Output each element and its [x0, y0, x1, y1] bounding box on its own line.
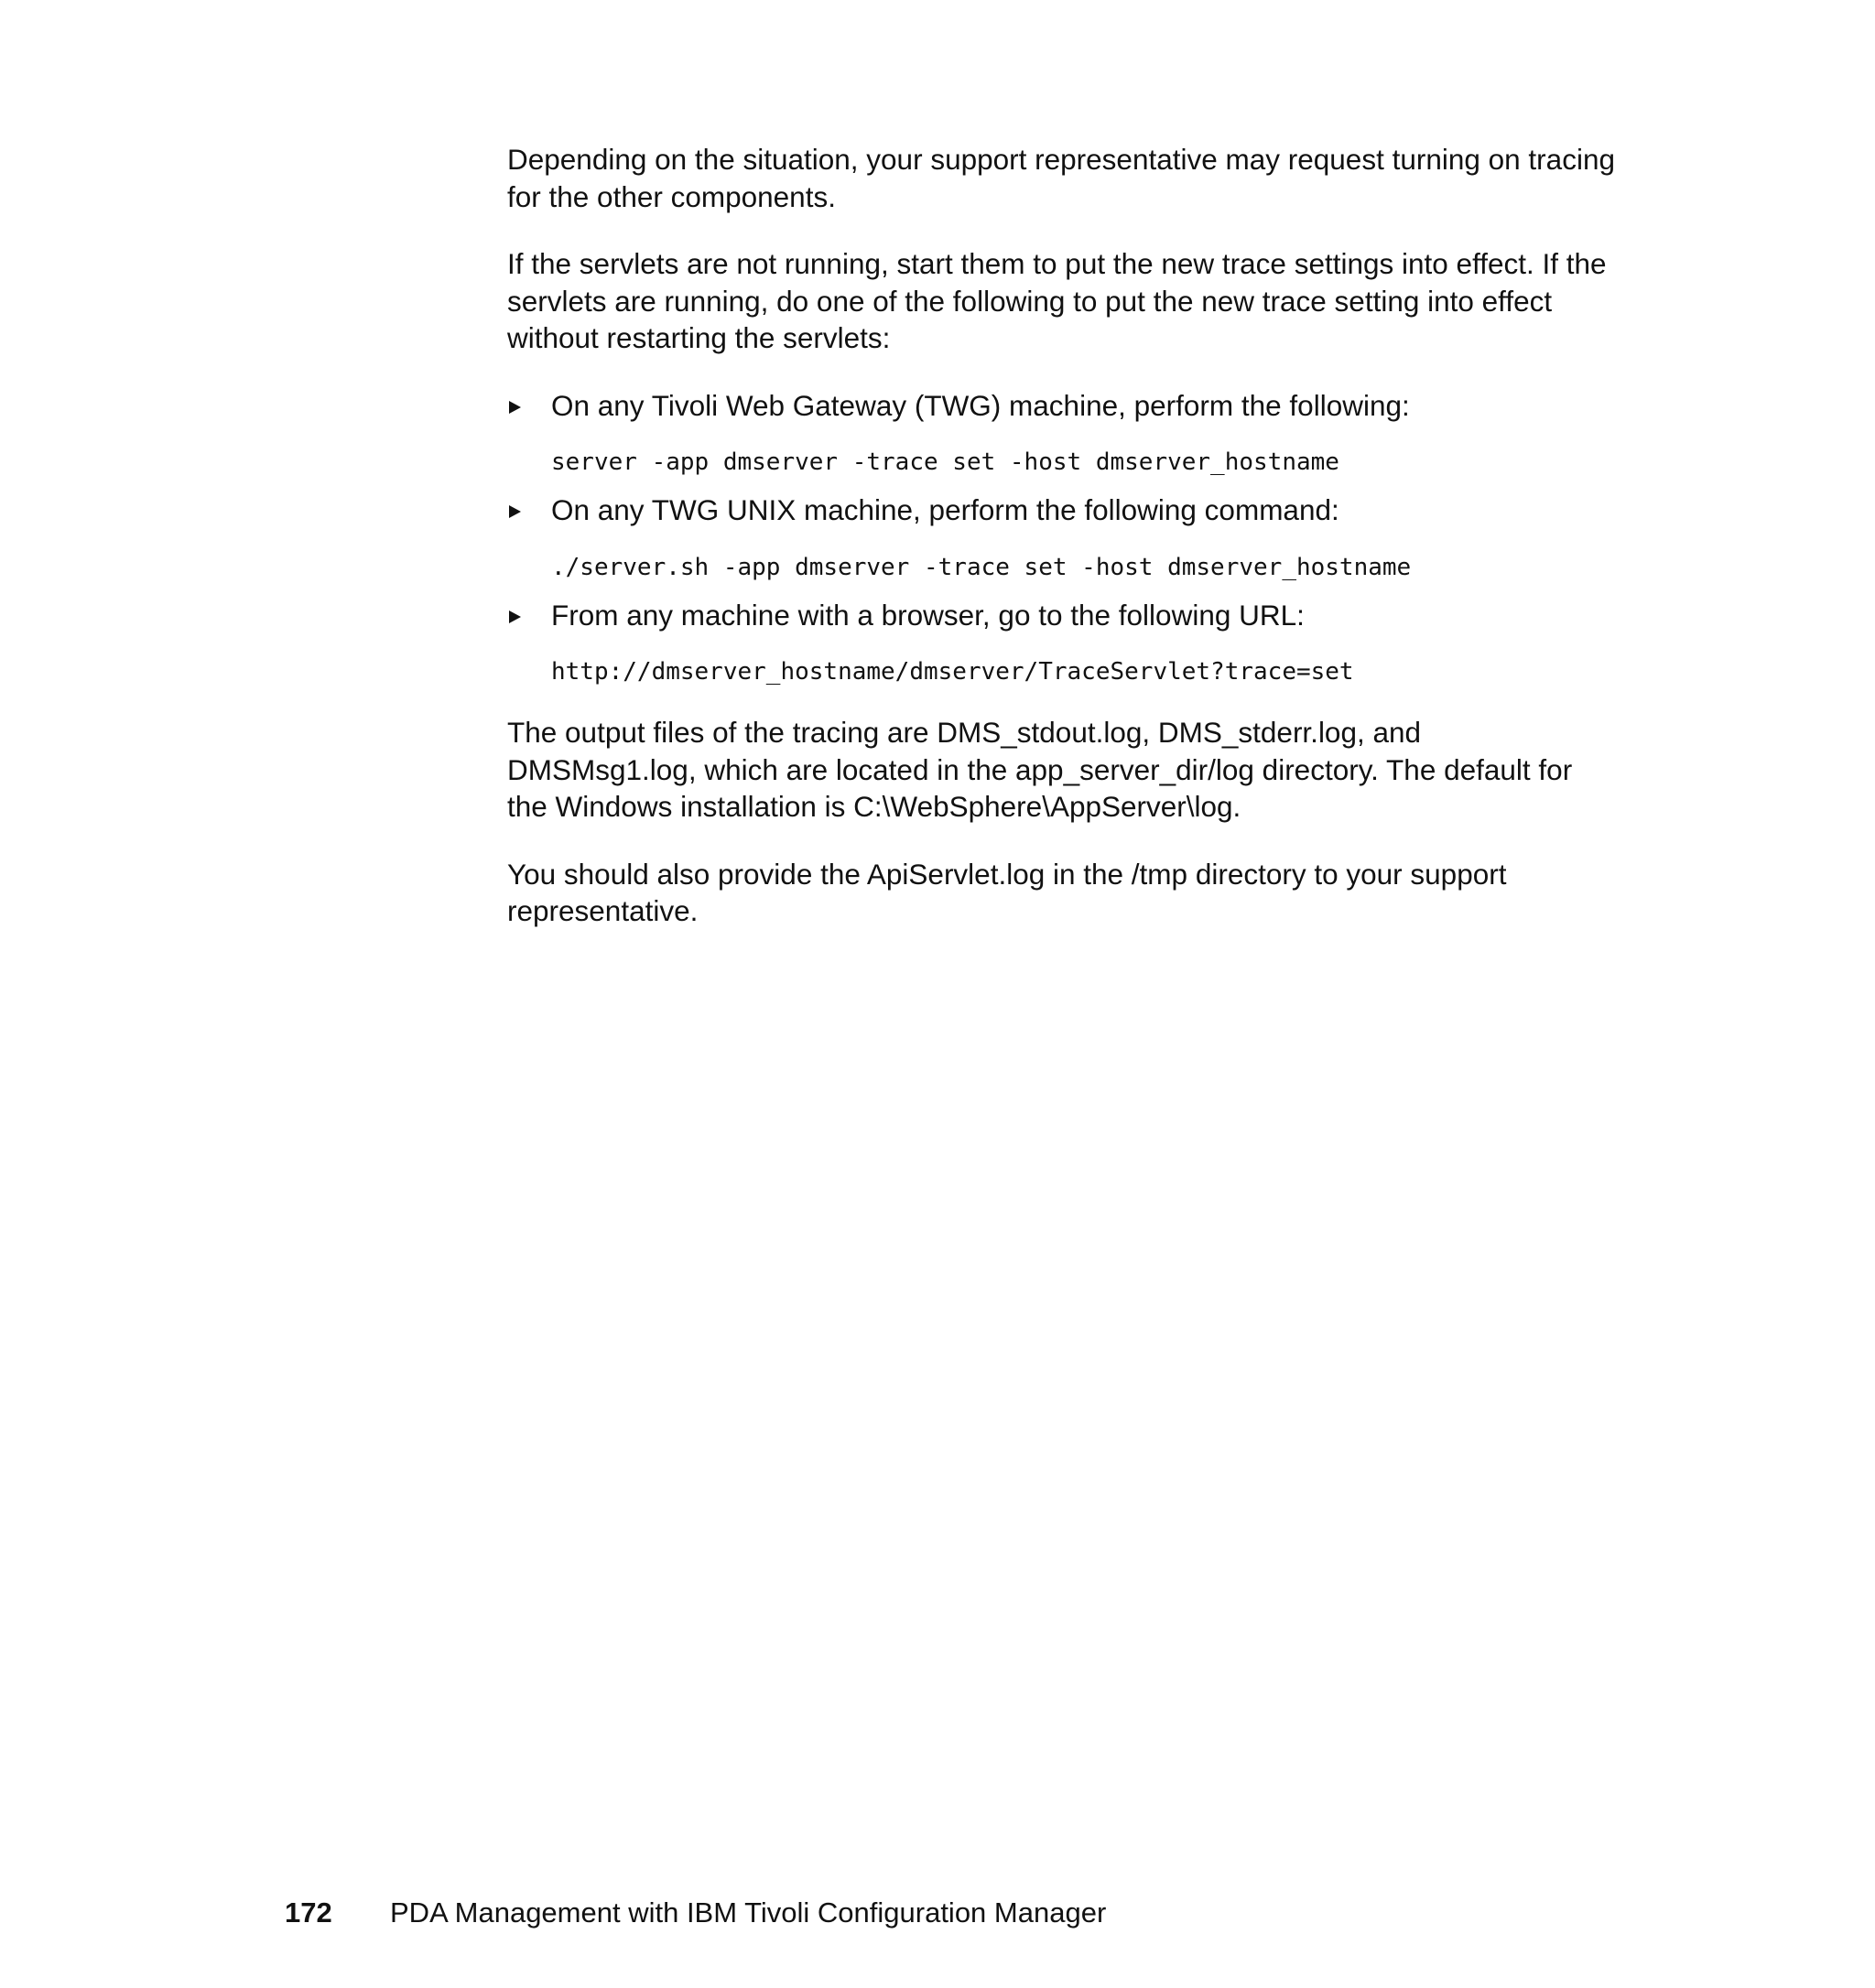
bullet-text: On any Tivoli Web Gateway (TWG) machine, perform the following: [551, 388, 1410, 422]
list-item [507, 492, 1615, 584]
bullet-text: On any TWG UNIX machine, perform the following command: [551, 493, 1339, 526]
book-title: PDA Management with IBM Tivoli Configuration Manager [390, 1896, 1107, 1929]
list-item [507, 387, 1615, 480]
paragraph-output-files: The output files of the tracing are DMS_stdout.log, DMS_stderr.log, and DMSMsg1.log, which are located in the app_server_dir/log directory. The default for the Windows installation is C:\WebSphere\AppServer\log. [507, 716, 1573, 823]
paragraph-servlet-trace-effect: If the servlets are not running, start them to put the new trace settings into effect. If the servlets are running, do one of the following to put the new trace setting into effect without restarting the servlets: [507, 247, 1607, 354]
paragraph-tracing-components: Depending on the situation, your support representative may request turning on tracing for the other components. [507, 143, 1615, 213]
page-body [507, 141, 1615, 960]
trace-method-list [507, 387, 1615, 689]
triangle-bullet-icon [509, 505, 521, 518]
code-command: ./server.sh -app dmserver -trace set -host dmserver_hostname [551, 553, 1412, 581]
page-number: 172 [285, 1896, 332, 1929]
triangle-bullet-icon [509, 401, 521, 414]
list-item [507, 597, 1615, 689]
bullet-text: From any machine with a browser, go to the following URL: [551, 598, 1305, 632]
triangle-bullet-icon [509, 610, 521, 623]
code-command: server -app dmserver -trace set -host dmserver_hostname [551, 448, 1339, 476]
paragraph-apiservlet-log: You should also provide the ApiServlet.log in the /tmp directory to your support representative. [507, 857, 1507, 927]
page-footer [285, 1895, 1106, 1931]
code-url: http://dmserver_hostname/dmserver/TraceServlet?trace=set [551, 658, 1354, 686]
